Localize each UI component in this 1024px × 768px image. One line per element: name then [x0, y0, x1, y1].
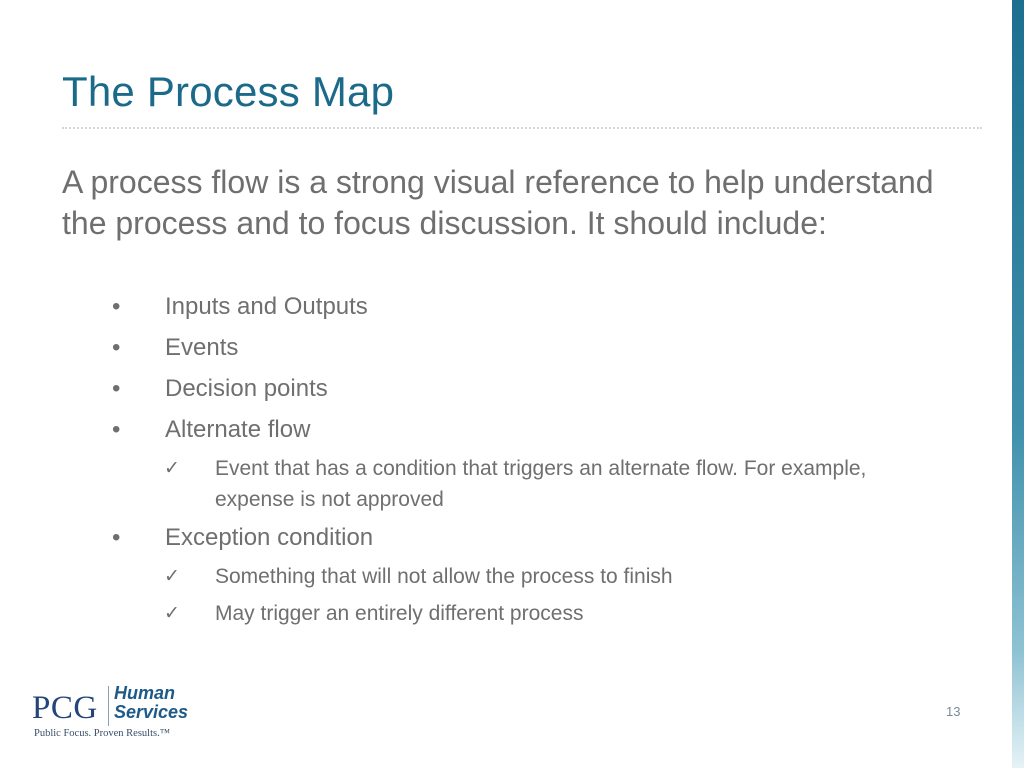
- sub-bullet-text: May trigger an entirely different process: [215, 602, 584, 625]
- bullet-text: Inputs and Outputs: [165, 293, 368, 320]
- logo-tagline: Public Focus. Proven Results.™: [34, 728, 171, 739]
- bullet-text: Exception condition: [165, 524, 374, 551]
- bullet-text: Decision points: [165, 375, 328, 402]
- bullet-dot-icon: •: [112, 524, 121, 551]
- bullet-text: Events: [165, 334, 239, 361]
- bullet-dot-icon: •: [112, 375, 121, 402]
- checkmark-icon: ✓: [164, 603, 180, 624]
- bullet-text: Alternate flow: [165, 416, 311, 443]
- title-divider: [62, 127, 982, 129]
- logo-division-line2: Services: [114, 702, 189, 722]
- logo-divider: [108, 686, 109, 726]
- checkmark-icon: ✓: [164, 566, 180, 587]
- page-number: 13: [946, 704, 961, 719]
- logo-division-line1: Human: [114, 683, 176, 703]
- pcg-logo: [32, 684, 212, 744]
- intro-paragraph: A process flow is a strong visual reference to help understand the process and to focus discussion. It should include:: [62, 164, 934, 241]
- checkmark-icon: ✓: [164, 458, 180, 479]
- accent-side-bar: [1012, 0, 1024, 768]
- sub-bullet-text: Something that will not allow the process to finish: [215, 565, 673, 588]
- bullet-dot-icon: •: [112, 416, 121, 443]
- sub-bullet-text: Event that has a condition that triggers an alternate flow. For example, expense is not approved: [215, 457, 867, 511]
- slide-title: The Process Map: [62, 68, 395, 115]
- bullet-dot-icon: •: [112, 334, 121, 361]
- bullet-dot-icon: •: [112, 293, 121, 320]
- logo-division: [114, 684, 188, 722]
- logo-brand-text: PCG: [32, 690, 98, 726]
